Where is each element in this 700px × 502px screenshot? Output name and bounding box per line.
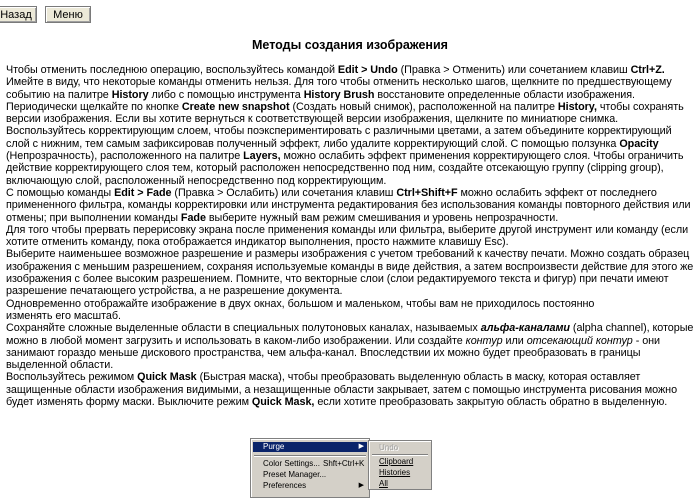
paragraph-quick-mask: Воспользуйтесь режимом Quick Mask (Быстрая маска), чтобы преобразовать выделенную область в маску, которая оставляет защищенные области изображения видимыми, а незащищенные области закрывает, затем с помощью инструмента рисования можно будет изменять форму маски. Выключите режим Quick Mask, если хотите преобразовать закрытую область обратно в выделенную. bbox=[6, 371, 678, 409]
paragraph-redraw: Для того чтобы прервать перерисовку экрана после применения команды или фильтра, выберите другой инструмент или команду (если хотите отменить команду, пока отображается индикатор выполнения, просто нажмите клавишу Esc). bbox=[6, 223, 689, 249]
submenu-item-all[interactable]: All bbox=[379, 479, 388, 488]
menu-item-preferences[interactable]: Preferences ▶ bbox=[263, 481, 364, 490]
menu-item-purge[interactable]: Purge ▶ bbox=[253, 442, 367, 452]
page-title: Методы создания изображения bbox=[252, 38, 448, 52]
paragraph-fade: С помощью команды Edit > Fade (Правка > Ослабить) или сочетания клавиш Ctrl+Shift+F можно ослабить эффект от последнего примененного фильтра, команды корректировки или инструмента редактирования без использования команды повторного действия или отмены; при выполнении команды Fade выберите нужный вам режим смешивания и уровень непрозрачности. bbox=[6, 186, 691, 224]
paragraph-resolution: Выберите наименьшее возможное разрешение и размеры изображения с учетом требований к качеству печати. Можно создать образец изображения с меньшим разрешением, сохраняя используемые команды в виде действия, а затем воспроизвести действие для этого же изображения с более высоким разрешением. Помните, что векторные слои (слои редактируемого текста и фигур) при печати имеют разрешение печатающего устройства, а не разрешение документа. bbox=[6, 248, 694, 298]
menu-item-color-settings[interactable]: Color Settings... Shft+Ctrl+K bbox=[263, 459, 365, 468]
submenu-arrow-icon: ▶ bbox=[358, 443, 364, 450]
paragraph-snapshot: Периодически щелкайте по кнопке Create new snapshot (Создать новый снимок), расположенной на палитре History, чтобы сохранять версии изображения. Если вы хотите вернуться к соответствующей версии изображения, щелкните по миниатюре снимка. bbox=[6, 100, 684, 126]
edit-menu bbox=[250, 438, 370, 498]
submenu-separator bbox=[372, 454, 428, 456]
paragraph-two-windows-cont: изменять его масштаб. bbox=[6, 309, 121, 322]
paragraph-adjustment-layer: Воспользуйтесь корректирующим слоем, чтобы поэкспериментировать с различными цветами, а затем объедините корректирующий слой с нижним, тем самым зафиксировав полученный эффект, либо удалите корректирующий слой. С помощью ползунка Opacity (Непрозрачность), расположенного на палитре Layers, можно ослабить эффект применения корректирующего слоя. Чтобы ограничить действие корректирующего слоя тем, который расположен непосредственно под ним, создайте отсекающую группу (clipping group), включающую слой, расположенный непосредственно под корректирующим. bbox=[6, 125, 684, 187]
paragraph-two-windows: Одновременно отображайте изображение в двух окнах, большом и маленьком, чтобы вам не приходилось постоянно bbox=[6, 297, 595, 310]
paragraph-undo: Чтобы отменить последнюю операцию, воспользуйтесь командой Edit > Undo (Правка > Отменить) или сочетанием клавиш Ctrl+Z. Имейте в виду, что некоторые команды отменить нельзя. Для того чтобы отменить несколько шагов, щелкните по предшествующему событию на палитре History либо с помощью инструмента History Brush восстановите определенные области изображения. bbox=[6, 64, 672, 101]
menu-separator bbox=[254, 455, 366, 457]
submenu-item-undo: Undo bbox=[379, 443, 399, 452]
menu-item-preset-manager[interactable]: Preset Manager... bbox=[263, 470, 327, 479]
purge-menu-illustration bbox=[250, 438, 442, 498]
submenu-item-clipboard[interactable]: Clipboard bbox=[379, 457, 414, 466]
submenu-item-histories[interactable]: Histories bbox=[379, 468, 411, 477]
submenu-arrow-icon: ▶ bbox=[358, 482, 364, 489]
purge-submenu bbox=[368, 440, 432, 490]
paragraph-alpha-channels: Сохраняйте сложные выделенные области в специальных полутоновых каналах, называемых альфа-каналами (alpha channel), которые можно в любой момент загрузить и использовать в каком-либо изображении. Или создайте контур или отсекающий контур - они занимают гораздо меньше дискового пространства, чем альфа-канал. Впоследствии их можно будет преобразовать в границы выделенной области. bbox=[6, 322, 694, 372]
menu-button[interactable]: Меню bbox=[45, 6, 91, 23]
back-button[interactable]: Назад bbox=[0, 6, 37, 23]
article-body bbox=[6, 64, 694, 408]
